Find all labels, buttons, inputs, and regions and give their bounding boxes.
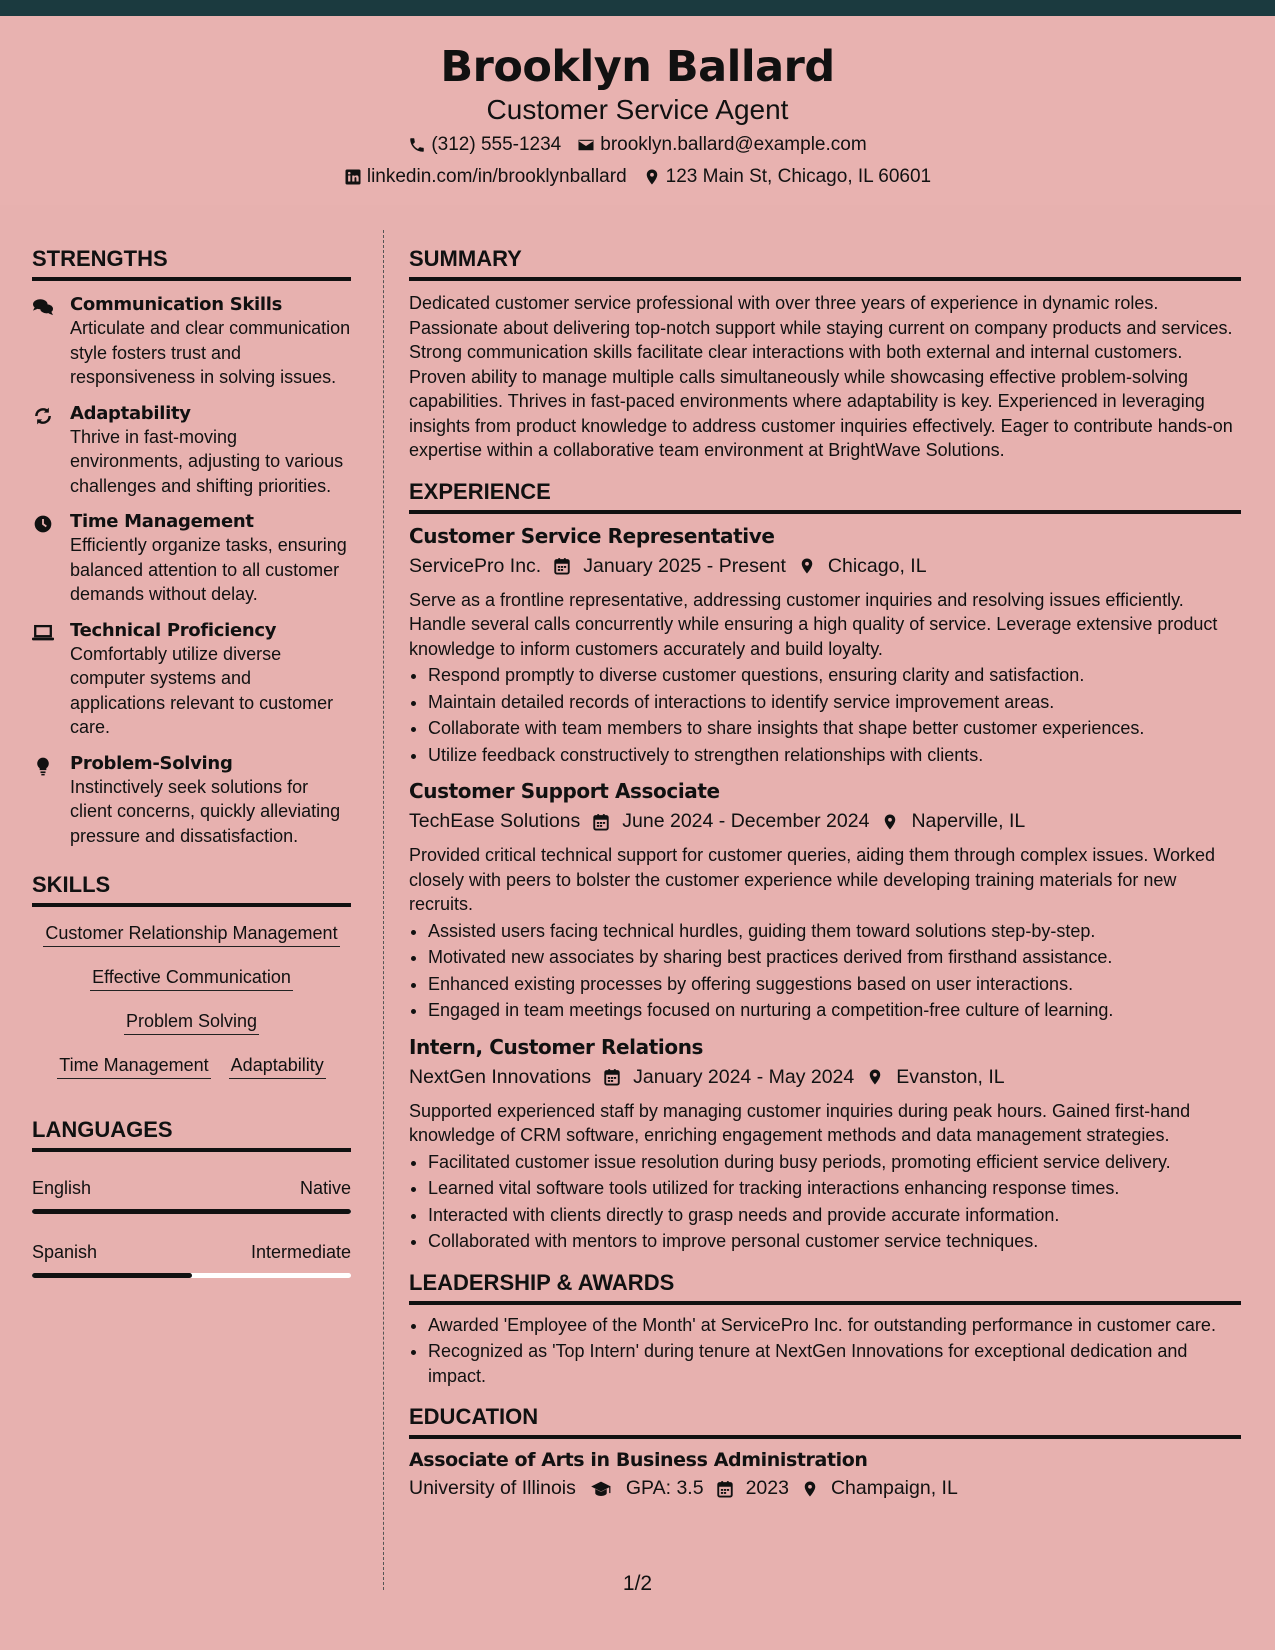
language-level: Native <box>299 1178 351 1198</box>
language-item <box>32 1178 351 1214</box>
award-item: • Awarded 'Employee of the Month' at ServicePro Inc. for outstanding performance in customer care. <box>428 1313 1241 1338</box>
language-bar <box>32 1273 351 1278</box>
column-divider <box>383 230 384 1590</box>
summary-heading: SUMMARY <box>409 246 1241 281</box>
candidate-role: Customer Service Agent <box>486 94 789 125</box>
education-school: University of Illinois <box>409 1477 576 1499</box>
job-description: Provided critical technical support for customer queries, aiding them through complex issues. Worked closely with peers to bolster the customer experience while developing training materials for new recruits. <box>409 845 1216 914</box>
language-item <box>32 1242 351 1278</box>
job-bullet: • Engaged in team meetings focused on nurturing a competition-free culture of learning. <box>428 998 1241 1023</box>
language-level: Intermediate <box>250 1242 351 1262</box>
job-bullet: • Maintain detailed records of interactions to identify service improvement areas. <box>428 690 1241 715</box>
linkedin-text: linkedin.com/in/brooklynballard <box>366 166 627 187</box>
email-text: brooklyn.ballard@example.com <box>600 134 867 155</box>
job-company: ServicePro Inc. <box>409 554 542 577</box>
map-marker-icon <box>643 168 661 186</box>
contact-email[interactable] <box>577 134 866 156</box>
job-location: Chicago, IL <box>827 554 927 577</box>
contact-linkedin[interactable] <box>344 166 627 188</box>
job-meta <box>409 1066 1241 1089</box>
skills-heading: SKILLS <box>32 872 351 907</box>
job-title: Customer Service Representative <box>409 523 775 548</box>
contact-address <box>643 166 931 188</box>
language-name: Spanish <box>32 1242 98 1262</box>
language-name: English <box>32 1178 92 1198</box>
job-bullets <box>409 663 1241 767</box>
contact-phone[interactable] <box>408 134 561 156</box>
phone-text: (312) 555-1234 <box>431 134 562 155</box>
job-bullet: • Assisted users facing technical hurdles, guiding them toward solutions step-by-step. <box>428 919 1241 944</box>
job-location: Evanston, IL <box>896 1065 1005 1088</box>
job-bullet: • Enhanced existing processes by offering suggestions based on user interactions. <box>428 972 1241 997</box>
lightbulb-icon <box>32 756 54 776</box>
calendar-icon <box>603 1068 621 1086</box>
language-bar-fill <box>32 1209 351 1214</box>
job-description: Supported experienced staff by managing customer inquiries during peak hours. Gained first-hand knowledge of CRM software, enriching engagement methods and data management strategies. <box>409 1100 1191 1145</box>
address-text: 123 Main St, Chicago, IL 60601 <box>665 166 932 187</box>
strength-title: Communication Skills <box>70 294 283 315</box>
skill-tag: Time Management <box>57 1055 210 1079</box>
education-location: Champaign, IL <box>830 1477 958 1499</box>
calendar-icon <box>592 813 610 831</box>
job-bullet: • Interacted with clients directly to grasp needs and provide accurate information. <box>428 1203 1241 1228</box>
job-bullet: • Facilitated customer issue resolution during busy periods, promoting efficient service delivery. <box>428 1150 1241 1175</box>
calendar-icon <box>716 1480 734 1498</box>
strength-desc: Efficiently organize tasks, ensuring balanced attention to all customer demands without delay. <box>70 535 347 604</box>
strength-desc: Instinctively seek solutions for client concerns, quickly alleviating pressure and dissatisfaction. <box>70 776 341 846</box>
contact-line-1 <box>0 134 1275 156</box>
candidate-name: Brooklyn Ballard <box>440 42 835 92</box>
education-year: 2023 <box>745 1477 789 1499</box>
education-meta <box>409 1477 1241 1500</box>
skill-tag: Customer Relationship Management <box>43 923 339 947</box>
job-bullets <box>409 919 1241 1023</box>
job-dates: January 2025 - Present <box>583 554 786 577</box>
strength-title: Problem-Solving <box>70 752 233 774</box>
strength-item <box>32 403 351 499</box>
strength-item <box>32 294 351 390</box>
strength-desc: Articulate and clear communication style fosters trust and responsiveness in solving issues. <box>70 318 351 387</box>
job-dates: June 2024 - December 2024 <box>622 810 870 832</box>
page-number: 1/2 <box>622 1572 653 1595</box>
strength-item <box>32 511 351 607</box>
job-dates: January 2024 - May 2024 <box>633 1065 855 1088</box>
map-marker-icon <box>798 557 816 575</box>
job-bullet: • Collaborate with team members to share insights that shape better customer experiences. <box>428 716 1241 741</box>
sync-icon <box>32 406 54 426</box>
education-heading: EDUCATION <box>409 1404 1241 1439</box>
job-meta <box>409 810 1241 833</box>
awards-list <box>409 1313 1241 1389</box>
right-column <box>409 246 1241 1500</box>
education-gpa: GPA: 3.5 <box>625 1477 704 1499</box>
job-location: Naperville, IL <box>911 810 1026 832</box>
skills-list <box>32 907 351 1079</box>
skill-tag: Effective Communication <box>90 967 293 991</box>
map-marker-icon <box>881 813 899 831</box>
comments-icon <box>32 297 54 317</box>
strengths-list <box>32 294 351 848</box>
job-entry <box>409 1035 1241 1254</box>
job-meta <box>409 555 1241 578</box>
strength-desc: Comfortably utilize diverse computer systems and applications relevant to customer care. <box>70 643 334 737</box>
top-accent-bar <box>0 0 1275 16</box>
phone-icon <box>408 136 426 154</box>
skill-tag: Adaptability <box>229 1055 326 1079</box>
language-bar <box>32 1209 351 1214</box>
strength-desc: Thrive in fast-moving environments, adjusting to various challenges and shifting priorities. <box>70 426 344 496</box>
job-bullet: • Respond promptly to diverse customer questions, ensuring clarity and satisfaction. <box>428 663 1241 688</box>
job-company: TechEase Solutions <box>409 810 581 832</box>
experience-heading: EXPERIENCE <box>409 479 1241 514</box>
resume-header <box>0 16 1275 205</box>
strength-title: Time Management <box>70 511 254 532</box>
job-bullet: • Learned vital software tools utilized for tracking interactions enhancing response times. <box>428 1176 1241 1201</box>
skill-tag: Problem Solving <box>124 1011 259 1035</box>
laptop-icon <box>32 623 54 643</box>
education-degree: Associate of Arts in Business Administration <box>409 1449 868 1471</box>
awards-heading: LEADERSHIP & AWARDS <box>409 1270 1241 1305</box>
strengths-heading: STRENGTHS <box>32 246 351 281</box>
job-title: Intern, Customer Relations <box>409 1034 704 1059</box>
strength-title: Adaptability <box>70 402 191 424</box>
calendar-icon <box>553 557 571 575</box>
job-entry <box>409 779 1241 1023</box>
job-entry <box>409 524 1241 768</box>
strength-title: Technical Proficiency <box>70 619 277 641</box>
summary-text: Dedicated customer service professional with over three years of experience in dynamic roles. Passionate about delivering top-notch support while staying current on company products and services. Strong communication skills facilitate clear interactions with both external and internal customers. Proven ability to manage multiple calls simultaneously while showcasing effective problem-solving capabilities. Thrives in fast-paced environments where adaptability is key. Experienced in leveraging insights from product knowledge to address customer inquiries effectively. Eager to contribute hands-on expertise within a collaborative team environment at BrightWave Solutions. <box>409 293 1233 460</box>
job-bullet: • Utilize feedback constructively to strengthen relationships with clients. <box>428 743 1241 768</box>
job-company: NextGen Innovations <box>409 1065 592 1088</box>
contact-line-2 <box>0 166 1275 188</box>
map-marker-icon <box>866 1068 884 1086</box>
envelope-icon <box>577 136 595 154</box>
graduation-cap-icon <box>588 1480 614 1498</box>
left-column <box>32 246 351 1278</box>
strength-item <box>32 753 351 849</box>
job-bullet: • Motivated new associates by sharing best practices derived from firsthand assistance. <box>428 945 1241 970</box>
map-marker-icon <box>801 1480 819 1498</box>
clock-icon <box>32 514 54 534</box>
award-item: • Recognized as 'Top Intern' during tenure at NextGen Innovations for exceptional dedication and impact. <box>428 1339 1241 1388</box>
job-title: Customer Support Associate <box>409 779 720 803</box>
language-bar-fill <box>32 1273 192 1278</box>
job-description: Serve as a frontline representative, addressing customer inquiries and resolving issues efficiently. Handle several calls concurrently while ensuring a high quality of service. Leverage extensive product knowledge to inform customers accurately and build loyalty. <box>409 589 1218 659</box>
linkedin-icon <box>344 168 362 186</box>
strength-item <box>32 620 351 740</box>
job-bullets <box>409 1150 1241 1254</box>
languages-heading: LANGUAGES <box>32 1117 351 1152</box>
job-bullet: • Collaborated with mentors to improve personal customer service techniques. <box>428 1229 1241 1254</box>
